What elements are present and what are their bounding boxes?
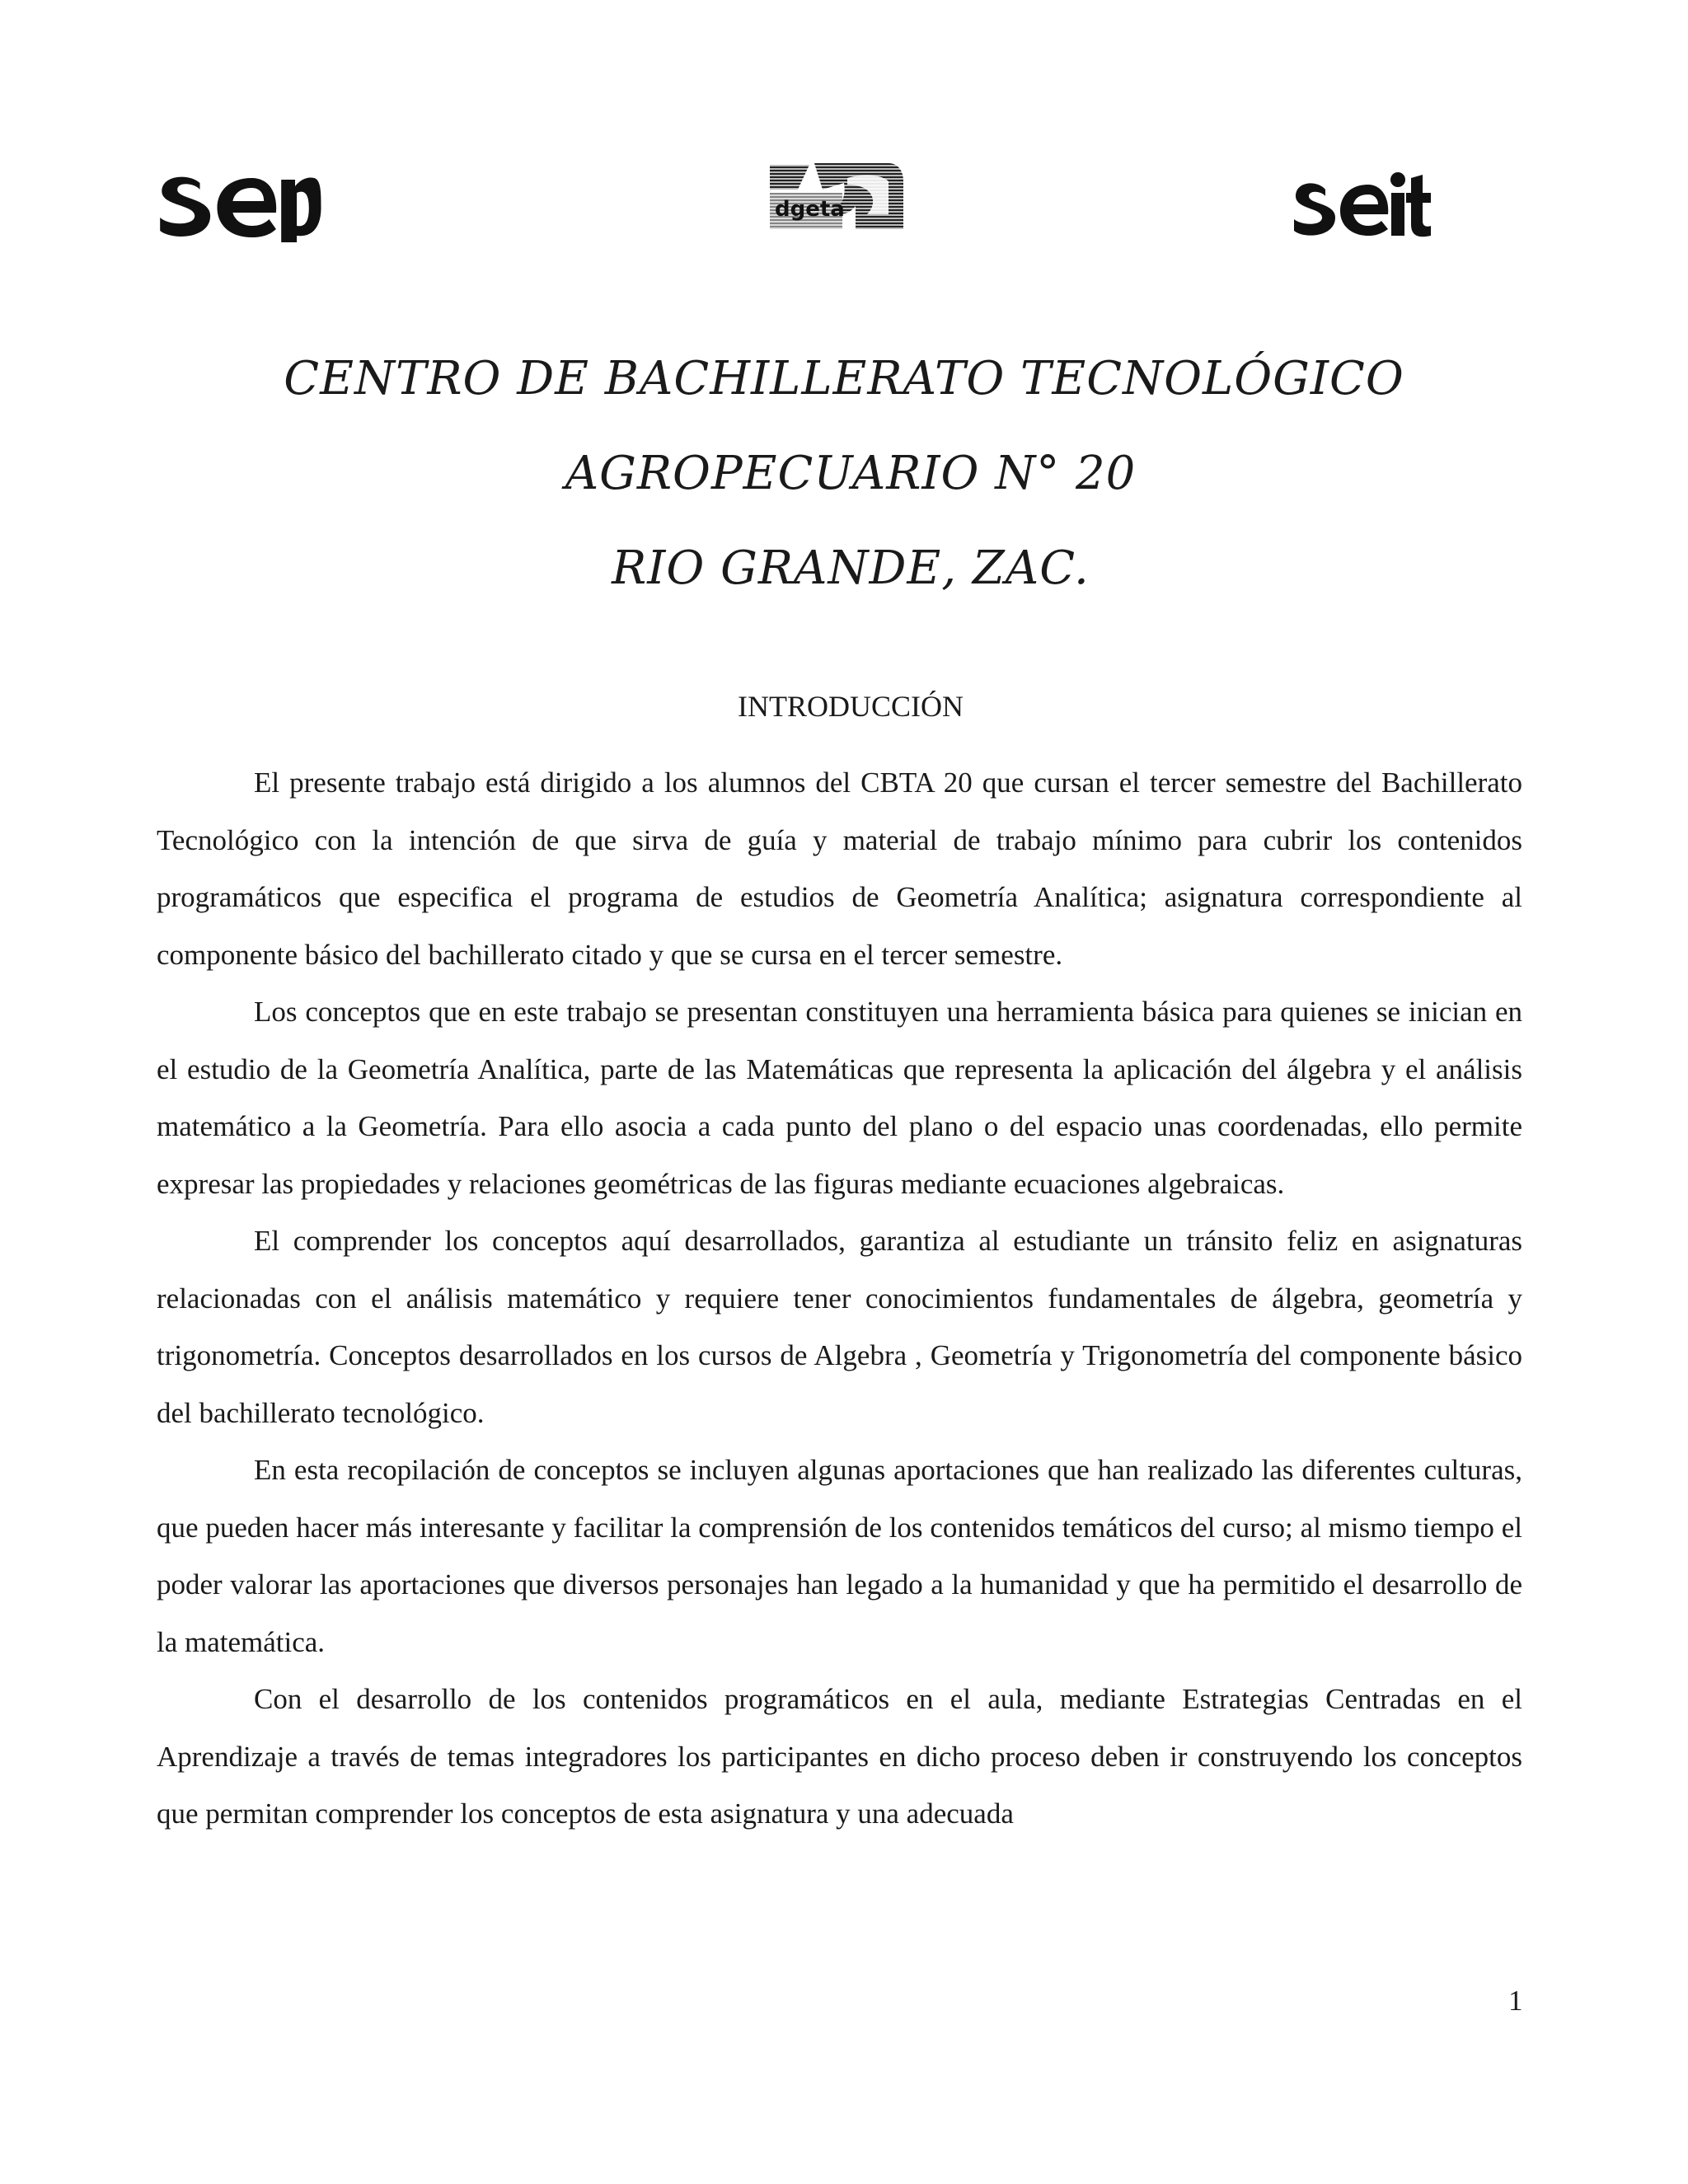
sep-logo: [157, 160, 321, 255]
page-number: 1: [1508, 1985, 1523, 2017]
dgeta-logo: [765, 157, 905, 232]
dgeta-logo-mark: [765, 157, 905, 232]
paragraph-3: El comprender los conceptos aquí desarrollados, garantiza al estudiante un tránsito feliz en asignaturas relacionadas con el análisis matemático y requiere tener conocimientos fundamentales de álgebra, geometría y trigonometría. Conceptos desarrollados en los cursos de Algebra , Geometría y Trigonometría del componente básico del bachillerato tecnológico.: [157, 1225, 1522, 1429]
institution-location: RIO GRANDE, ZAC.: [612, 541, 1090, 595]
logo-bar: [157, 157, 1434, 247]
seit-logo: [1292, 170, 1431, 249]
paragraph-2: Los conceptos que en este trabajo se presentan constituyen una herramienta básica para quienes se inician en el estudio de la Geometría Analítica, parte de las Matemáticas que representa la aplicación del álgebra y el análisis matemático a la Geometría. Para ello asocia a cada punto del plano o del espacio unas coordenadas, ello permite expresar las propiedades y relaciones geométricas de las figuras mediante ecuaciones algebraicas.: [157, 996, 1522, 1200]
paragraph-4: En esta recopilación de conceptos se incluyen algunas aportaciones que han realizado las diferentes culturas, que pueden hacer más interesante y facilitar la comprensión de los contenidos temáticos del curso; al mismo tiempo el poder valorar las aportaciones que diversos personajes han legado a la humanidad y que ha permitido el desarrollo de la matemática.: [157, 1454, 1522, 1658]
institution-name-line-1: CENTRO DE BACHILLERATO TECNOLÓGICO: [284, 352, 1404, 405]
section-title: INTRODUCCIÓN: [738, 690, 964, 723]
introduction-body: [157, 754, 1522, 1843]
institution-name-line-2: AGROPECUARIO N° 20: [565, 447, 1137, 500]
sep-logo-mark: [157, 160, 321, 242]
seit-logo-mark: [1292, 170, 1431, 237]
paragraph-5: Con el desarrollo de los contenidos programáticos en el aula, mediante Estrategias Centradas en el Aprendizaje a través de temas integradores los participantes en dicho proceso deben ir construyendo los conceptos que permitan comprender los conceptos de esta asignatura y una adecuada: [157, 1683, 1522, 1830]
dgeta-logo-text: dgeta: [775, 197, 845, 222]
paragraph-1: El presente trabajo está dirigido a los alumnos del CBTA 20 que cursan el tercer semestre del Bachillerato Tecnológico con la intención de que sirva de guía y material de trabajo mínimo para cubrir los contenidos programáticos que especifica el programa de estudios de Geometría Analítica; asignatura correspondiente al componente básico del bachillerato citado y que se cursa en el tercer semestre.: [157, 766, 1522, 971]
